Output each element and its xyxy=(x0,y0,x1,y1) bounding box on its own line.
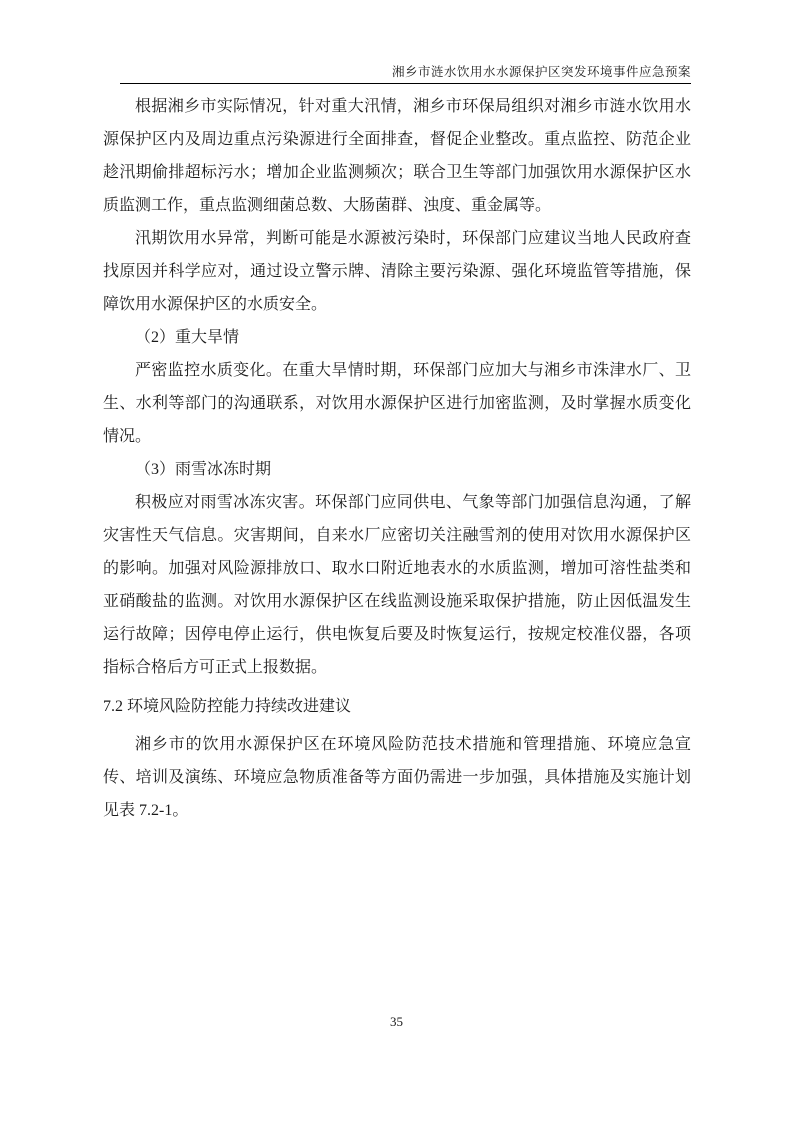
paragraph-improvement-suggestion: 湘乡市的饮用水源保护区在环境风险防范技术措施和管理措施、环境应急宣传、培训及演练、环境应急物质准备等方面仍需进一步加强，具体措施及实施计划见表 7.2-1。 xyxy=(103,736,691,819)
paragraph-flood-inspection: 根据湘乡市实际情况，针对重大汛情，湘乡市环保局组织对湘乡市涟水饮用水源保护区内及周边重点污染源进行全面排查，督促企业整改。重点监控、防范企业趁汛期偷排超标污水；增加企业监测频次；联合卫生等部门加强饮用水源保护区水质监测工作，重点监测细菌总数、大肠菌群、浊度、重金属等。 xyxy=(103,98,691,214)
header-rule xyxy=(120,83,691,84)
page-number: 35 xyxy=(390,1014,403,1029)
subheading-snow-ice-period: （3）雨雪冰冻时期 xyxy=(135,461,272,478)
paragraph-snow-ice-response: 积极应对雨雪冰冻灾害。环保部门应同供电、气象等部门加强信息沟通，了解灾害性天气信息。灾害期间，自来水厂应密切关注融雪剂的使用对饮用水源保护区的影响。加强对风险源排放口、取水口附近地表水的水质监测，增加可溶性盐类和亚硝酸盐的监测。对饮用水源保护区在线监测设施采取保护措施，防止因低温发生运行故障；因停电停止运行，供电恢复后要及时恢复运行，按规定校准仪器，各项指标合格后方可正式上报数据。 xyxy=(103,494,691,676)
paragraph-flood-water-abnormal: 汛期饮用水异常，判断可能是水源被污染时，环保部门应建议当地人民政府查找原因并科学应对，通过设立警示牌、清除主要污染源、强化环境监管等措施，保障饮用水源保护区的水质安全。 xyxy=(103,230,691,313)
page-footer xyxy=(0,1014,793,1030)
page-header-title: 湘乡市涟水饮用水水源保护区突发环境事件应急预案 xyxy=(391,65,691,79)
subheading-major-drought: （2）重大旱情 xyxy=(135,329,240,346)
section-heading-7-2: 7.2 环境风险防控能力持续改进建议 xyxy=(103,698,352,715)
paragraph-drought-monitoring: 严密监控水质变化。在重大旱情时期，环保部门应加大与湘乡市洙津水厂、卫生、水利等部门的沟通联系，对饮用水源保护区进行加密监测，及时掌握水质变化情况。 xyxy=(103,362,691,445)
document-body xyxy=(103,90,691,827)
